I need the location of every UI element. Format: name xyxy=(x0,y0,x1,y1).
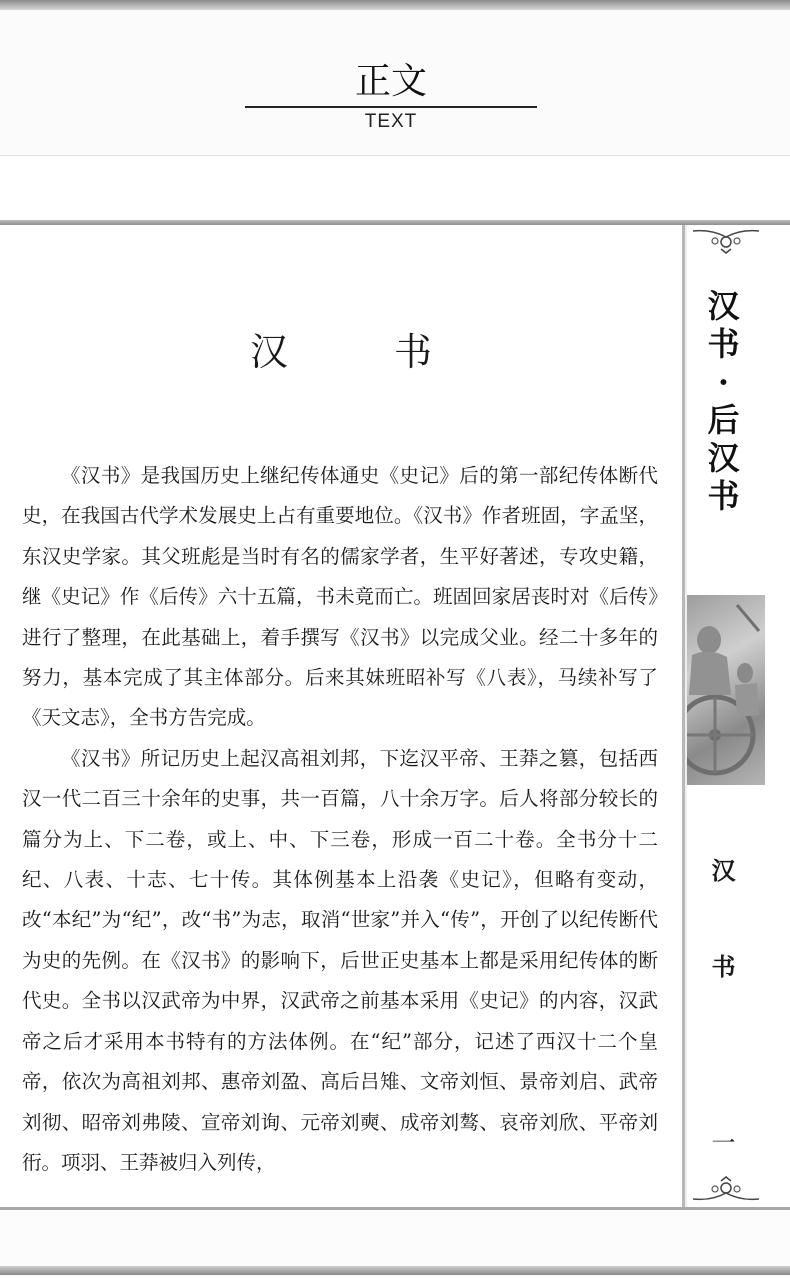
chapter-title: 汉书 xyxy=(249,330,538,374)
top-border xyxy=(0,0,790,10)
sidebar-page-mark: 一 xyxy=(711,1129,736,1157)
sidebar-book-title xyxy=(685,287,762,515)
header-title: 正文 xyxy=(354,61,427,102)
sidebar xyxy=(682,225,790,1207)
sidebar-title-char: 书 xyxy=(707,325,740,363)
bottom-border xyxy=(0,1266,790,1275)
sidebar-title-char: 汉 xyxy=(707,439,740,477)
sidebar-title-char: 书 xyxy=(707,477,740,515)
header-subtitle: TEXT xyxy=(364,111,418,132)
sidebar-section-char-2: 书 xyxy=(711,952,736,981)
sidebar-title-char: 后 xyxy=(707,401,740,439)
sidebar-section-char-1: 汉 xyxy=(711,856,736,885)
ornament-top-icon xyxy=(691,227,761,255)
blank-band xyxy=(0,155,790,222)
paragraph-2: 《汉书》所记历史上起汉高祖刘邦，下迄汉平帝、王莽之篡，包括西汉一代二百三十余年的史事，共一百篇，八十余万字。后人将部分较长的篇分为上、下二卷，或上、中、下三卷，形成一百二十卷。全书分十二纪、八表、十志、七十传。其体例基本上沿袭《史记》，但略有变动，改“本纪”为“纪”，改“书”为志，取消“世家”并入“传”，开创了以纪传断代为史的先例。在《汉书》的影响下，后世正史基本上都是采用纪传体的断代史。全书以汉武帝为中界，汉武帝之前基本采用《史记》的内容，汉武帝之后才采用本书特有的方法体例。在“纪”部分，记述了西汉十二个皇帝，依次为高祖刘邦、惠帝刘盈、高后吕雉、文帝刘恒、景帝刘启、武帝刘彻、昭帝刘弗陵、宣帝刘询、元帝刘奭、成帝刘骜、哀帝刘欣、平帝刘衎。项羽、王莽被归入列传， xyxy=(22,746,658,1174)
ornament-bottom-icon xyxy=(691,1175,761,1203)
paragraph-1: 《汉书》是我国历史上继纪传体通史《史记》后的第一部纪传体断代史，在我国古代学术发展史上占有重要地位。《汉书》作者班固，字孟坚，东汉史学家。其父班彪是当时有名的儒家学者，生平好著述，专攻史籍，继《史记》作《后传》六十五篇，书未竟而亡。班固回家居丧时对《后传》进行了整理，在此基础上，着手撰写《汉书》以完成父业。经二十多年的努力，基本完成了其主体部分。后来其妹班昭补写《八表》，马续补写了《天文志》，全书方告完成。 xyxy=(22,464,658,730)
sidebar-title-char: · xyxy=(717,363,730,401)
sidebar-title-char: 汉 xyxy=(707,287,740,325)
page-header xyxy=(0,10,790,155)
header-divider xyxy=(245,106,537,108)
relief-carving-image xyxy=(687,595,765,785)
body-text xyxy=(22,456,658,1183)
